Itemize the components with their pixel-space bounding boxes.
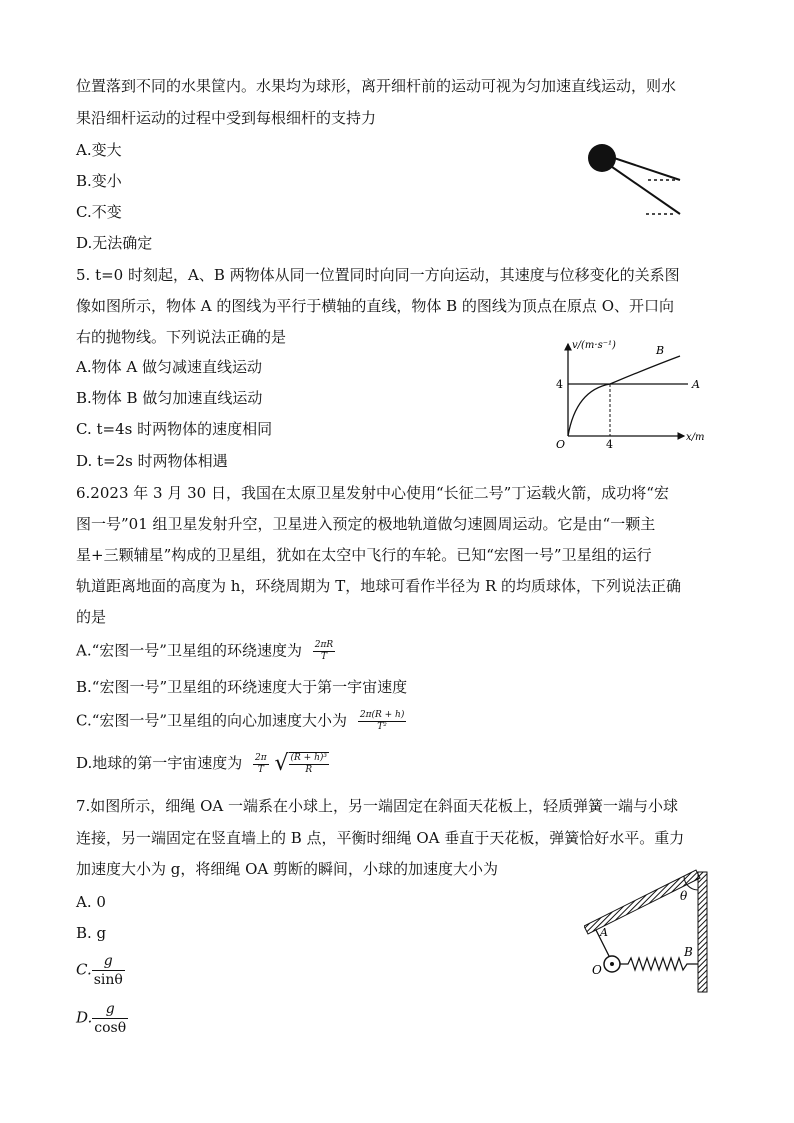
curve-b-label: B	[656, 344, 665, 357]
q6-text-line-5: 的是	[76, 608, 107, 626]
label-a: A	[600, 926, 608, 939]
graph-origin: O	[556, 438, 566, 451]
q7-option-d-den: cosθ	[94, 1020, 127, 1036]
q6-option-a-text: A.“宏图一号”卫星组的环绕速度为	[76, 641, 302, 660]
q6-option-d-text: D.地球的第一宇宙速度为	[76, 754, 243, 772]
fruit-ball	[588, 144, 616, 172]
q5-option-c: C. t=4s 时两物体的速度相同	[76, 420, 273, 438]
q7-option-b: B. g	[76, 924, 107, 942]
q6-option-d-den: T	[257, 764, 264, 775]
q6-option-c-num: 2π(R + h)	[359, 710, 405, 720]
q5-text-line-1: 5. t=0 时刻起，A、B 两物体从同一位置同时向同一方向运动，其速度与位移变化的关系图	[76, 266, 680, 284]
graph-xtick: 4	[606, 438, 613, 451]
velocity-position-graph	[548, 336, 718, 456]
q6-option-c-fraction	[358, 710, 407, 733]
q5-option-d: D. t=2s 时两物体相遇	[76, 452, 228, 470]
q6-option-d-fraction	[253, 753, 269, 776]
q7-option-c	[76, 952, 125, 989]
q6-option-c-text: C.“宏图一号”卫星组的向心加速度大小为	[76, 711, 348, 730]
q6-option-d-rad-den: R	[305, 765, 313, 775]
curve-b	[568, 356, 680, 436]
q6-option-a-fraction	[313, 640, 335, 663]
graph-ytick: 4	[556, 378, 563, 391]
graph-ylabel: v/(m·s⁻¹)	[572, 340, 616, 351]
q4-option-a: A.变大	[76, 141, 122, 159]
sqrt-sign: √	[274, 751, 289, 776]
q6-text-line-3: 星+三颗辅星”构成的卫星组，犹如在太空中飞行的车轮。已知“宏图一号”卫星组的运行	[76, 546, 652, 564]
spring	[620, 958, 698, 970]
q6-option-b: B.“宏图一号”卫星组的环绕速度大于第一宇宙速度	[76, 678, 408, 696]
q6-option-a	[76, 640, 335, 663]
q7-option-d	[76, 1000, 128, 1037]
q6-option-d-num: 2π	[255, 752, 267, 763]
q5-option-a: A.物体 A 做匀减速直线运动	[76, 358, 262, 376]
q7-option-a: A. 0	[76, 893, 106, 911]
q7-option-d-fraction	[92, 1000, 128, 1037]
q6-text-line-1: 6.2023 年 3 月 30 日，我国在太原卫星发射中心使用“长征二号”丁运载火箭，成功将“宏	[76, 484, 669, 502]
q6-option-d-rad-num: (R + h)³	[290, 753, 327, 763]
q5-text-line-3: 右的抛物线。下列说法正确的是	[76, 328, 287, 346]
q6-option-a-den: T	[320, 652, 327, 662]
q6-option-d-radicand	[289, 752, 329, 776]
q5-option-b: B.物体 B 做匀加速直线运动	[76, 389, 263, 407]
q7-option-c-num: g	[92, 952, 125, 971]
q4-text-line-1: 位置落到不同的水果筐内。水果均为球形，离开细杆前的运动可视为匀加速直线运动，则水	[76, 77, 677, 95]
q7-option-c-den: sinθ	[93, 972, 123, 988]
q6-text-line-4: 轨道距离地面的高度为 h，环绕周期为 T，地球可看作半径为 R 的均质球体，下列说法正确	[76, 577, 682, 595]
q7-option-d-prefix: D.	[76, 1008, 93, 1027]
q6-option-d	[76, 752, 329, 776]
wall	[698, 872, 707, 992]
q4-text-line-2: 果沿细杆运动的过程中受到每根细杆的支持力	[76, 109, 377, 127]
label-b: B	[684, 945, 693, 959]
q7-option-c-fraction	[92, 952, 125, 989]
q4-option-b: B.变小	[76, 172, 122, 190]
q6-option-c-den: T²	[377, 722, 387, 732]
graph-xlabel: x/m	[686, 432, 705, 443]
q7-option-d-num: g	[92, 1000, 128, 1019]
q7-text-line-1: 7.如图所示，细绳 OA 一端系在小球上，另一端固定在斜面天花板上，轻质弹簧一端与小球	[76, 797, 678, 815]
q4-option-d: D.无法确定	[76, 234, 153, 252]
label-o: O	[592, 963, 602, 977]
q7-text-line-2: 连接，另一端固定在竖直墙上的 B 点，平衡时细绳 OA 垂直于天花板，弹簧恰好水平。重力	[76, 829, 685, 847]
q6-text-line-2: 图一号”01 组卫星发射升空，卫星进入预定的极地轨道做匀速圆周运动。它是由“一颗主	[76, 515, 656, 533]
spring-ball-figure	[584, 866, 714, 996]
line-a-label: A	[692, 378, 700, 391]
q7-text-line-3: 加速度大小为 g，将细绳 OA 剪断的瞬间，小球的加速度大小为	[76, 860, 499, 878]
q6-option-c	[76, 710, 406, 733]
q4-option-c: C.不变	[76, 203, 122, 221]
q5-text-line-2: 像如图所示，物体 A 的图线为平行于横轴的直线，物体 B 的图线为顶点在原点 O、开口向	[76, 297, 674, 315]
theta-label: θ	[680, 889, 688, 903]
q7-option-c-prefix: C.	[76, 960, 92, 979]
q6-option-a-num: 2πR	[314, 640, 334, 650]
fruit-rods-figure	[578, 138, 688, 224]
